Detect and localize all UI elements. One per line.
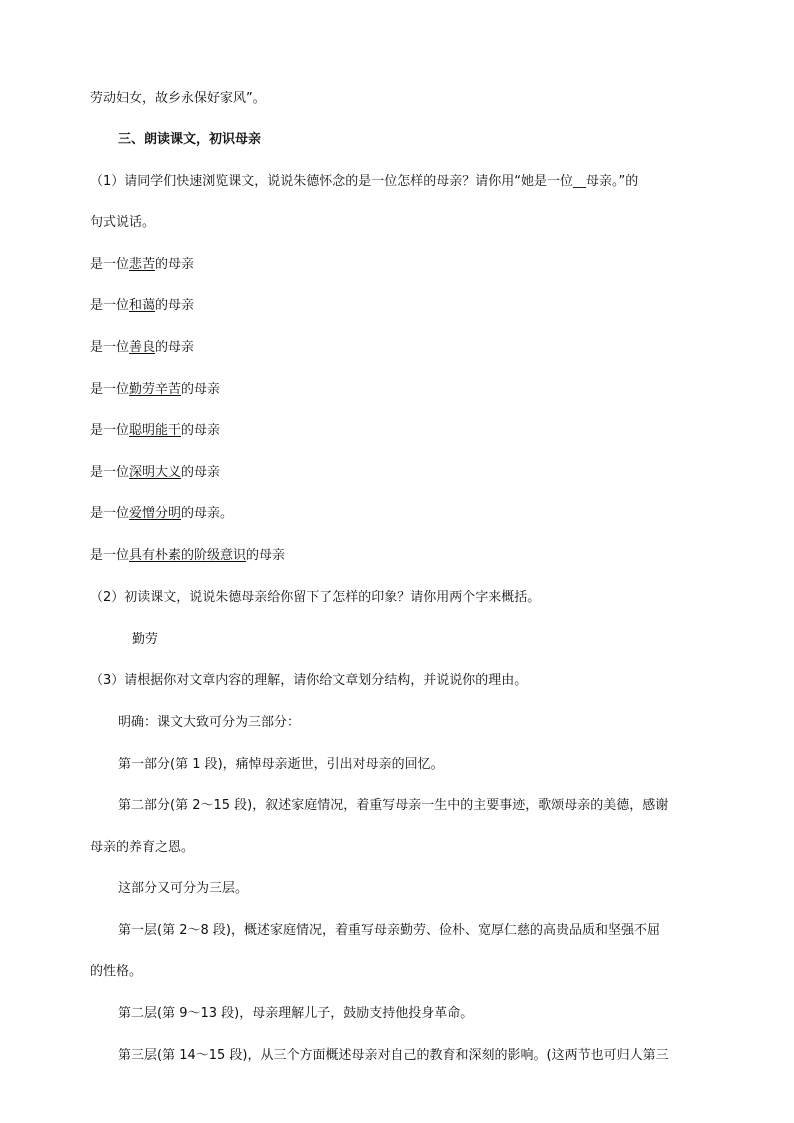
answer-word: 爱憎分明 [129, 506, 182, 521]
answer-word: 聪明能干 [129, 423, 182, 438]
layer-1-line-2: 的性格。 [90, 964, 143, 979]
answer-word: 勤劳辛苦 [129, 382, 182, 397]
layers-intro: 这部分又可分为三层。 [118, 881, 249, 896]
layer-2: 第二层(第 9～13 段)，母亲理解儿子，鼓励支持他投身革命。 [118, 1006, 474, 1021]
answer-word: 和蔼 [129, 298, 156, 313]
answer-prefix: 是一位 [90, 465, 130, 480]
answer-prefix: 是一位 [90, 298, 130, 313]
answer-prefix: 是一位 [90, 257, 130, 272]
answer-line [90, 505, 233, 523]
answer-suffix: 的母亲 [155, 257, 195, 272]
answer-word: 善良 [129, 340, 156, 355]
answer-prefix: 是一位 [90, 340, 130, 355]
part-2-line-2: 母亲的养育之恩。 [90, 840, 195, 855]
answer-word: 悲苦 [129, 257, 156, 272]
answer-suffix: 的母亲 [246, 548, 286, 563]
answer-suffix: 的母亲 [155, 298, 195, 313]
answer-prefix: 是一位 [90, 382, 130, 397]
section-heading: 三、朗读课文，初识母亲 [118, 132, 262, 147]
question-1-line-2: 句式说话。 [90, 215, 156, 230]
layer-3: 第三层(第 14～15 段)，从三个方面概述母亲对自己的教育和深刻的影响。(这两节也可归人第三 [118, 1048, 669, 1063]
answer-line [90, 256, 194, 274]
answer-prefix: 是一位 [90, 548, 130, 563]
answer-word: 深明大义 [129, 465, 182, 480]
answer-line [90, 464, 220, 482]
question-2-answer: 勤劳 [132, 632, 159, 647]
answer-prefix: 是一位 [90, 506, 130, 521]
answer-suffix: 的母亲。 [181, 506, 234, 521]
question-2: （2）初读课文，说说朱德母亲给你留下了怎样的印象？请你用两个字来概括。 [90, 590, 541, 605]
answer-suffix: 的母亲 [181, 382, 221, 397]
layer-1-line-1: 第一层(第 2～8 段)，概述家庭情况，着重写母亲勤劳、俭朴、宽厚仁慈的高贵品质和坚强不屈 [118, 923, 660, 938]
paragraph-continuation: 劳动妇女，故乡永保好家风”。 [90, 91, 266, 106]
answer-suffix: 的母亲 [181, 423, 221, 438]
question-1-line-1: （1）请同学们快速浏览课文，说说朱德怀念的是一位怎样的母亲？请你用“她是一位__母亲。”的 [90, 174, 639, 189]
answer-line [90, 422, 220, 440]
part-2-line-1: 第二部分(第 2～15 段)，叙述家庭情况，着重写母亲一生中的主要事迹，歌颂母亲的美德，感谢 [118, 798, 669, 813]
answer-prefix: 是一位 [90, 423, 130, 438]
answer-line [90, 381, 220, 399]
part-1: 第一部分(第 1 段)，痛悼母亲逝世，引出对母亲的回忆。 [118, 757, 444, 772]
answer-word: 具有朴素的阶级意识 [129, 548, 247, 563]
answer-suffix: 的母亲 [155, 340, 195, 355]
clarify-line: 明确：课文大致可分为三部分： [118, 715, 301, 730]
answer-line [90, 297, 194, 315]
answer-line [90, 339, 194, 357]
answer-suffix: 的母亲 [181, 465, 221, 480]
question-3: （3）请根据你对文章内容的理解，请你给文章划分结构，并说说你的理由。 [90, 673, 528, 688]
answer-line [90, 547, 285, 565]
